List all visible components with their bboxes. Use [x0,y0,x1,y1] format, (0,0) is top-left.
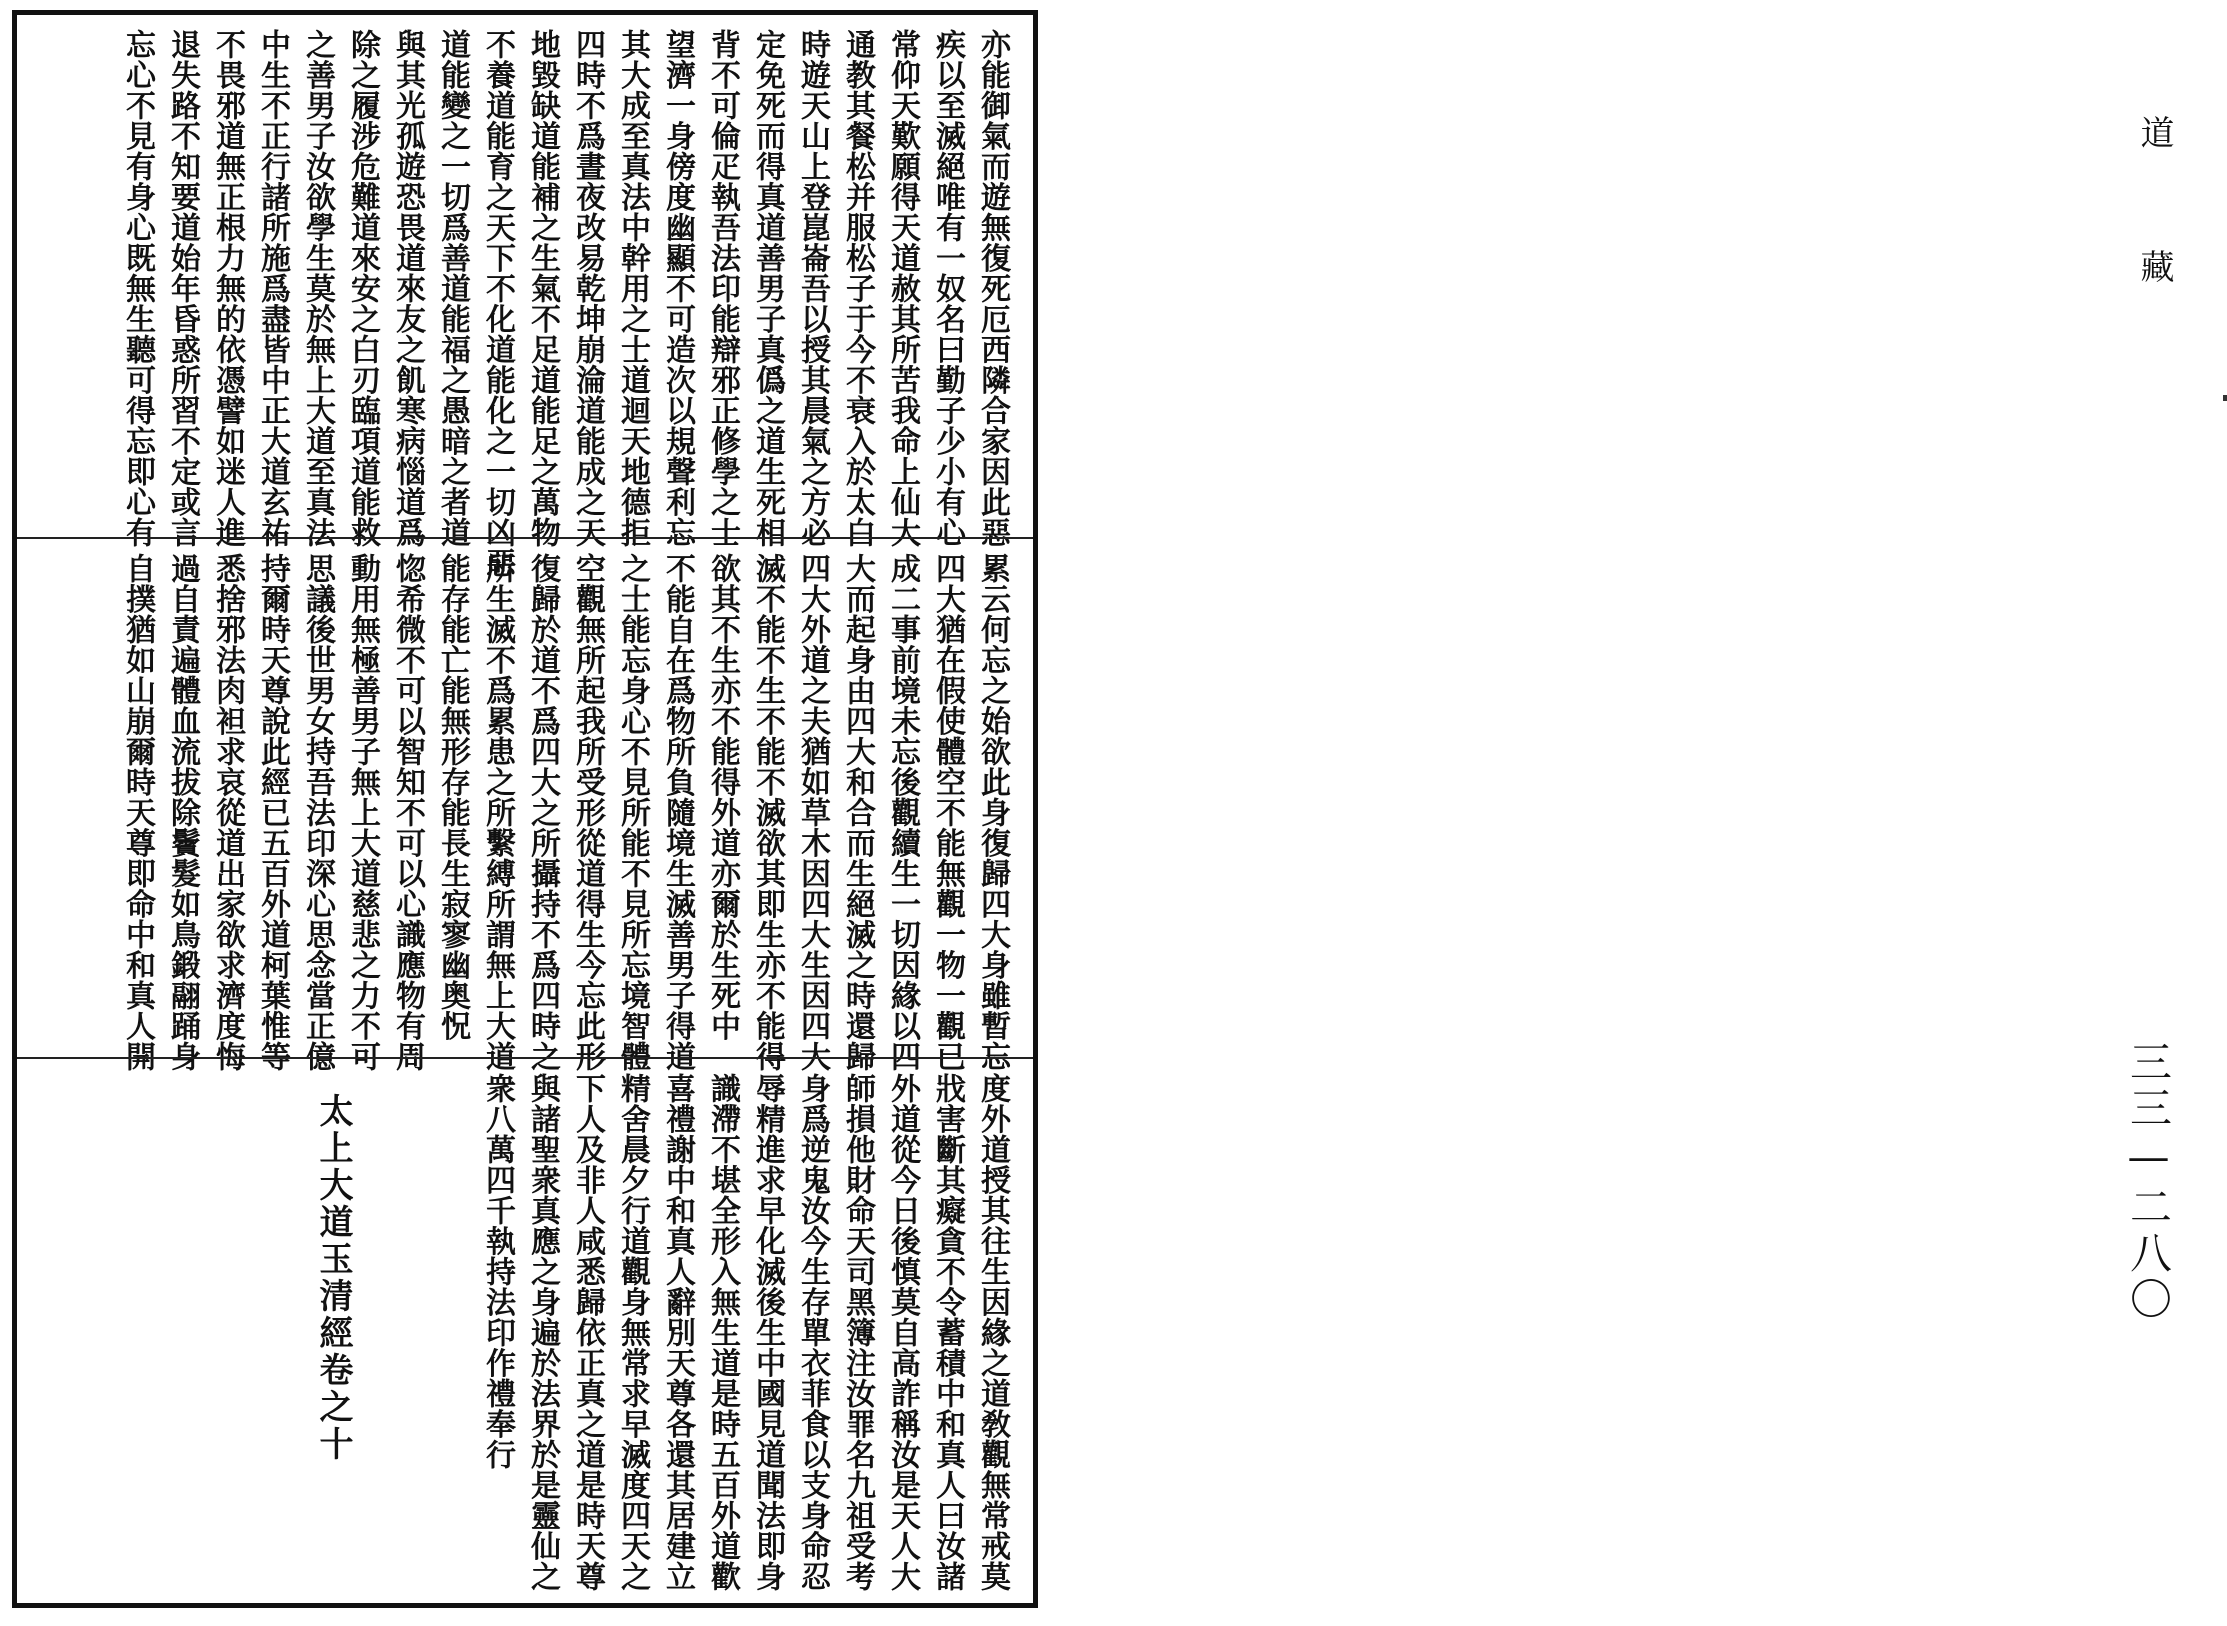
text-column: 持爾時天尊說此經已五百外道柯葉惟等 [255,553,290,1072]
text-column: 時遊天山上登崑崙吾以授其晨氣之方必 [795,29,830,548]
text-column: 悉捨邪法肉袒求哀從道出家欲求濟度悔 [210,553,245,1072]
text-column: 地毀缺道能補之生氣不足道能足之萬物 [525,29,560,548]
register-top [17,15,1033,578]
text-column: 其大成至真法中幹用之士道迴天地德拒 [615,29,650,548]
text-column: 除之履涉危難道來安之白刃臨項道能救 [345,29,380,548]
text-column: 能存能亡能無形存能長生寂寥幽奥怳 [435,553,470,1041]
text-column: 之士能忘身心不見所能不見所忘境智體 [615,553,650,1072]
text-column: 四時不爲晝夜改易乾坤崩淪道能成之天 [570,29,605,548]
text-column: 師損他財命天司黑簿注汝罪名九祖受考 [840,1073,875,1592]
text-column: 辱精進求早化滅後生中國見道聞法即身 [750,1073,785,1592]
page-frame [12,10,1038,1608]
register-bottom [17,1057,1033,1605]
text-column: 與諸聖衆真應之身遍於法界於是靈仙之 [525,1073,560,1592]
text-column: 望濟一身傍度幽顯不可造次以規聲利忘 [660,29,695,548]
text-column: 疾以至滅絕唯有一奴名曰勤子少小有心 [930,29,965,548]
text-column: 復歸於道不爲四大之所攝持不爲四時之 [525,553,560,1072]
column-gap [355,1073,475,1595]
text-column: 惚希微不可以智知不可以心識應物有周 [390,553,425,1072]
collection-name: 道藏 [2134,115,2174,383]
margin-mark [2223,395,2227,401]
text-column: 常仰天歎願得天道赦其所苦我命上仙大 [885,29,920,548]
text-column: 成二事前境未忘後觀續生一切因緣以四 [885,553,920,1072]
text-columns-middle [115,553,1015,1072]
text-column: 四大猶在假使體空不能無觀一物一觀已 [930,553,965,1072]
text-column: 過自責遍體血流拔除鬢髮如鳥鍛翮踊身 [165,553,200,1072]
text-column: 欲其不生亦不能得外道亦爾於生死中 [705,553,740,1041]
text-column: 之善男子汝欲學生莫於無上大道至真法 [300,29,335,548]
page-number: 三三—二八〇 [2124,1040,2173,1323]
text-column: 道能變之一切爲善道能福之愚暗之者道 [435,29,470,548]
scripture-title: 太上大道玉清經卷之十 [313,1093,353,1463]
text-column: 累云何忘之始欲此身復歸四大身雖暫忘 [975,553,1010,1072]
text-column: 四大外道之夫猶如草木因四大生因四大 [795,553,830,1072]
text-column: 身爲逆鬼汝今生存單衣菲食以支身命忍 [795,1073,830,1592]
text-column: 衆八萬四千執持法印作禮奉行 [480,1073,515,1470]
text-column: 忘心不見有身心既無生聽可得忘即心有 [120,29,155,548]
text-column: 通教其餐松并服松子于今不衰入於太白 [840,29,875,548]
text-column: 定免死而得真道善男子真僞之道生死相 [750,29,785,548]
text-column: 不畏邪道無正根力無的依憑譬如迷人進 [210,29,245,548]
text-column: 所生滅不爲累患之所繫縛所謂無上大道 [480,553,515,1072]
text-column: 亦能御氣而遊無復死厄西隣合家因此惡 [975,29,1010,548]
text-column: 動用無極善男子無上大道慈悲之力不可 [345,553,380,1072]
text-column: 識滯不堪全形入無生道是時五百外道歡 [705,1073,740,1592]
text-column: 空觀無所起我所受形從道得生今忘此形 [570,553,605,1072]
text-column: 不能自在爲物所負隨境生滅善男子得道 [660,553,695,1072]
text-column: 與其光孤遊恐畏道來友之飢寒病惱道爲 [390,29,425,548]
text-column: 大而起身由四大和合而生絕滅之時還歸 [840,553,875,1072]
text-column: 度外道授其往生因緣之道敎觀無常戒莫 [975,1073,1010,1592]
text-column: 不養道能育之天下不化道能化之一切凶惡 [480,29,515,578]
text-column: 思議後世男女持吾法印深心思念當正億 [300,553,335,1072]
text-column: 滅不能不生不能不滅欲其即生亦不能得 [750,553,785,1072]
register-middle [17,537,1033,1072]
text-columns-top [115,29,1015,578]
text-columns-bottom [310,1073,1015,1595]
text-column: 背不可倫疋執吾法印能辯邪正修學之士 [705,29,740,548]
text-column: 自撲猶如山崩爾時天尊即命中和真人開 [120,553,155,1072]
right-margin [1040,0,2174,1626]
text-column: 外道從今日後慎莫自高詐稱汝是天人大 [885,1073,920,1592]
text-column: 喜禮謝中和真人辭別天尊各還其居建立 [660,1073,695,1592]
text-column: 精舍晨夕行道觀身無常求早滅度四天之 [615,1073,650,1592]
text-column: 中生不正行諸所施爲盡皆中正大道玄祐 [255,29,290,548]
text-column: 戕害斷其癡貪不令蓄積中和真人曰汝諸 [930,1073,965,1592]
text-column: 下人及非人咸悉歸依正真之道是時天尊 [570,1073,605,1592]
text-column: 退失路不知要道始年昏惑所習不定或言 [165,29,200,548]
